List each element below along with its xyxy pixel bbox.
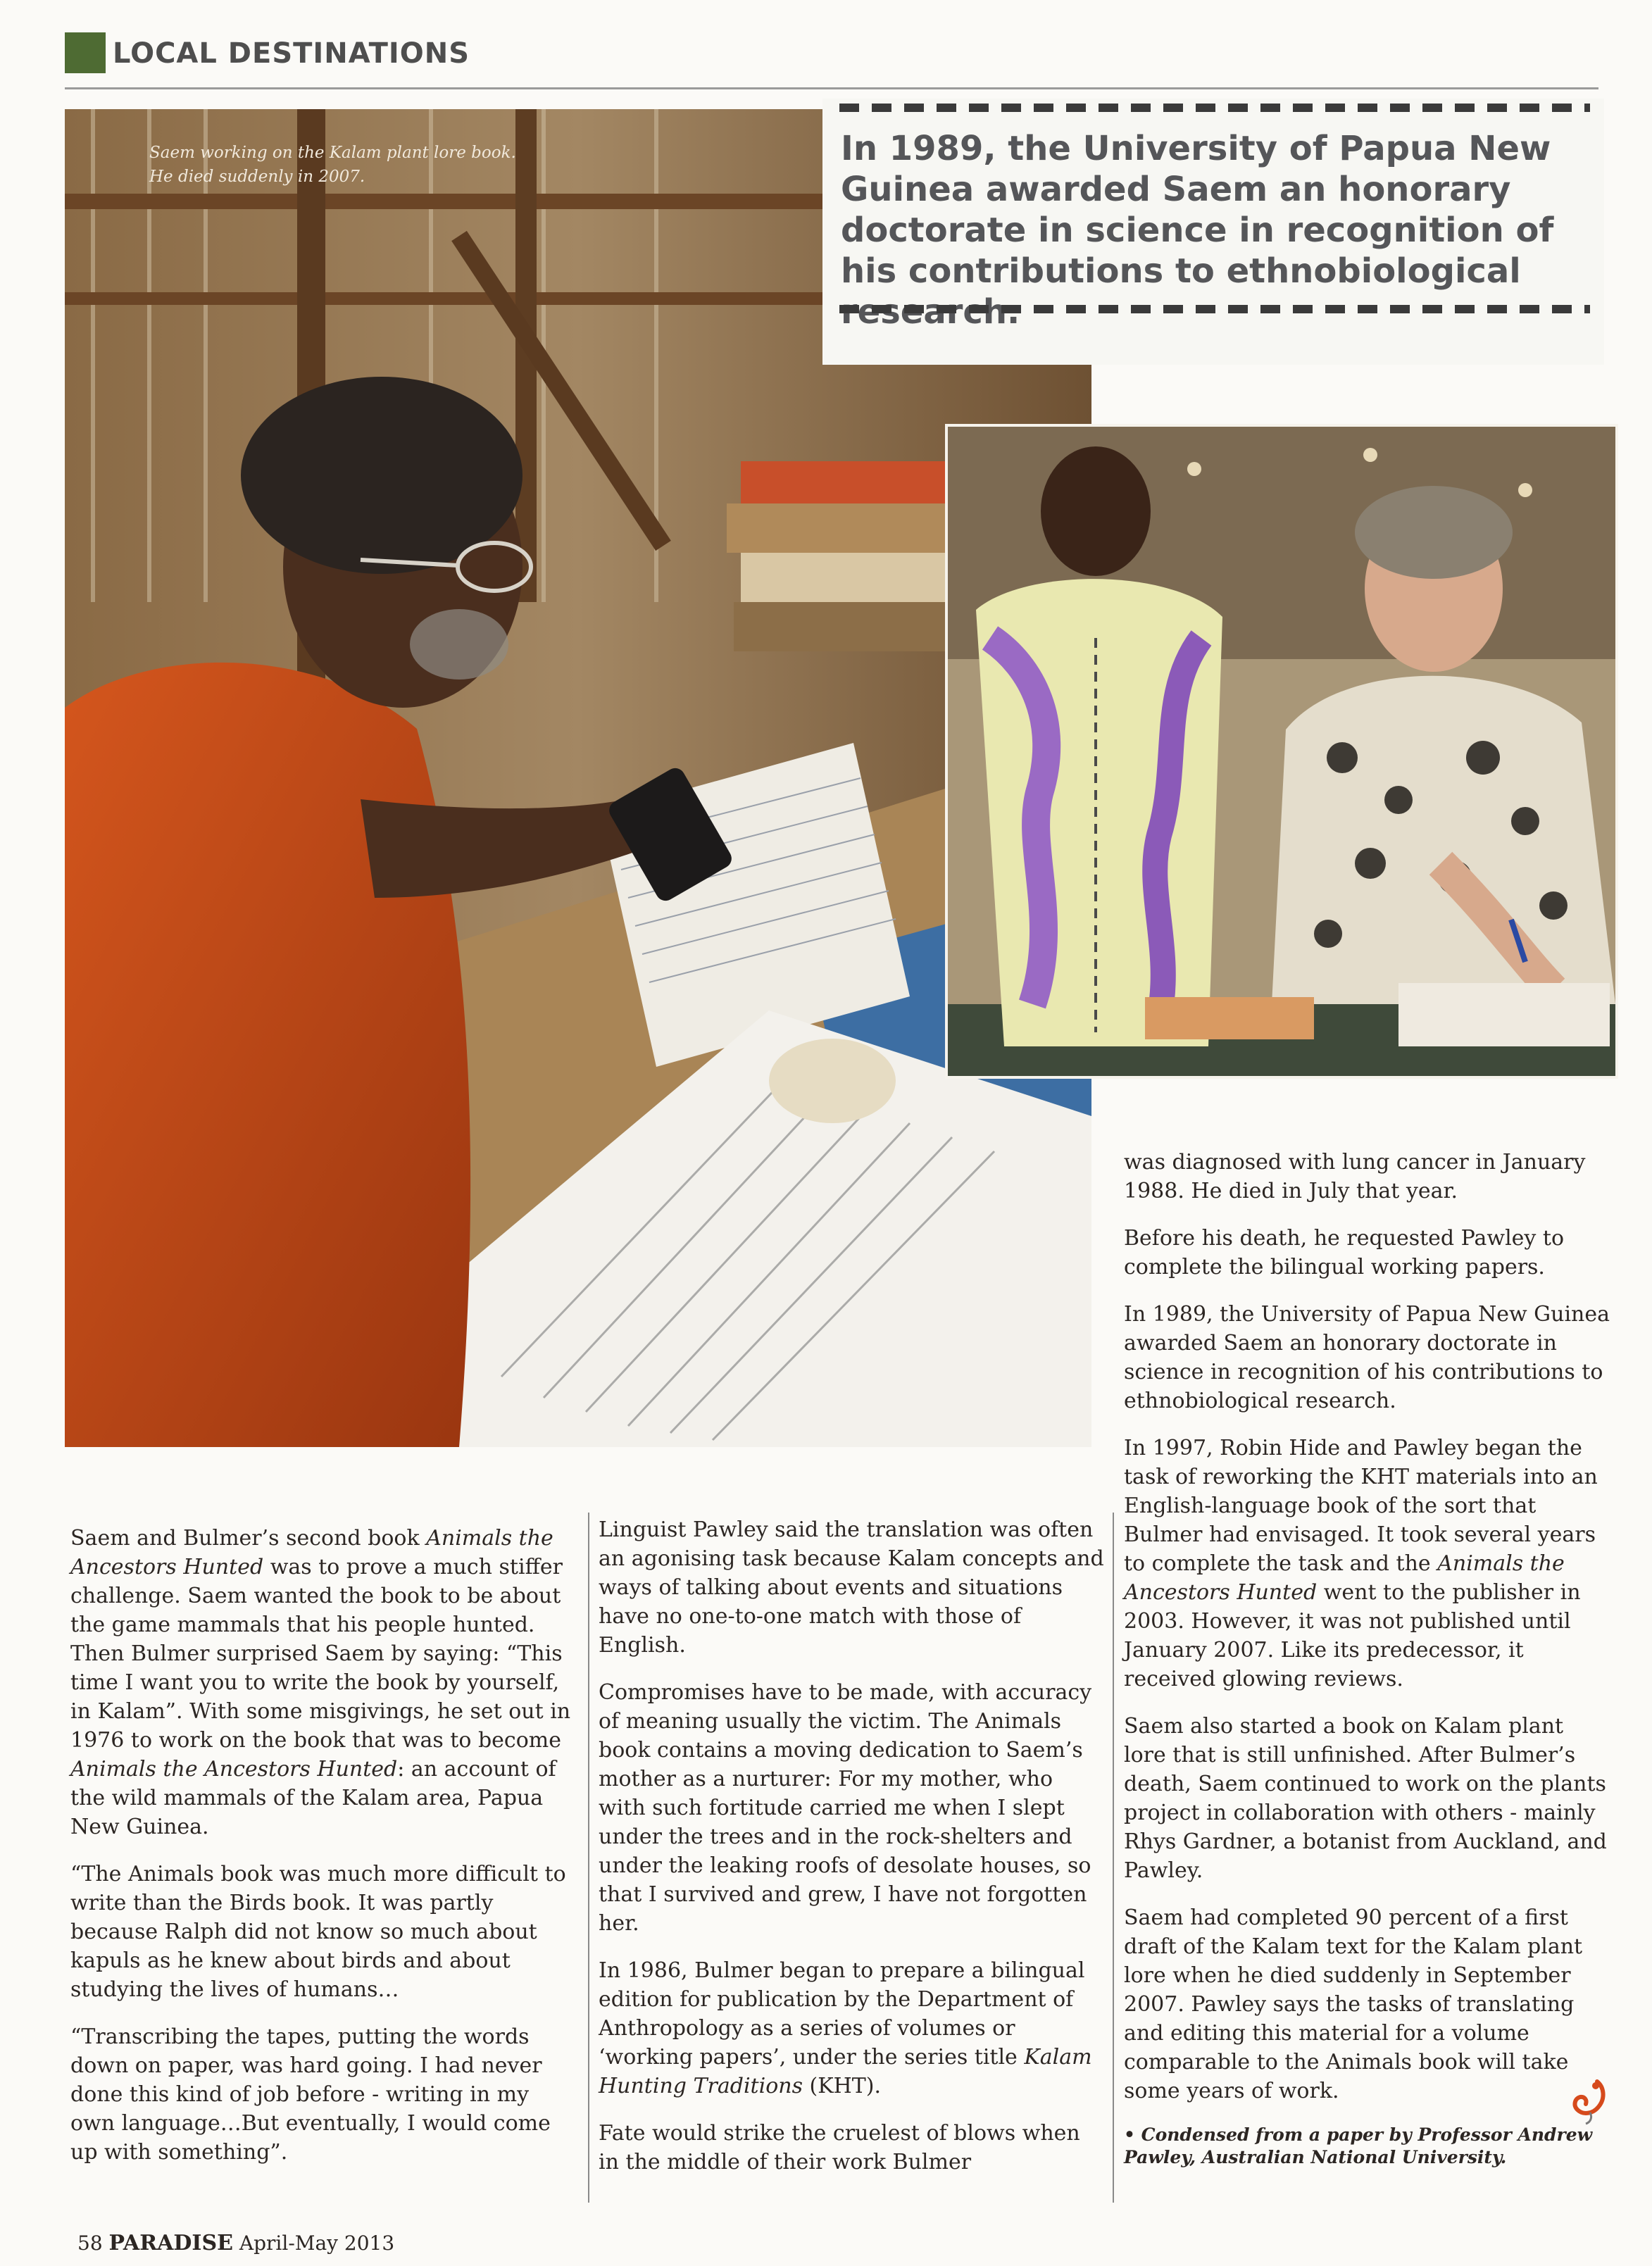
inset-photo (945, 424, 1618, 1079)
page-number: 58 (77, 2231, 103, 2255)
photo-caption: Saem working on the Kalam plant lore book. He died suddenly in 2007. (149, 144, 516, 186)
paragraph: Saem and Bulmer’s second book Animals the Ancestors Hunted was to prove a much stiffer challenge. Saem wanted the book to be about the game mammals that his people hunted. Then Bulmer surprised Saem by saying: “This time I want you to write the book by yourself, in Kalam”. With some misgivings, he set out in 1976 to work on the book that was to become Animals the Ancestors Hunted: an account of the wild mammals of the Kalam area, Papua New Guinea. (70, 1526, 571, 1839)
page-footer (77, 2231, 394, 2255)
paradise-bird-logo-icon (1569, 2077, 1608, 2127)
header-rule (65, 87, 1598, 89)
paragraph: In 1989, the University of Papua New Guinea awarded Saem an honorary doctorate in science in recognition of his contributions to ethnobiological research. (1124, 1302, 1610, 1413)
paragraph: Linguist Pawley said the translation was often an agonising task because Kalam concepts and ways of talking about events and situations have no one-to-one match with those of English. (599, 1517, 1104, 1658)
pull-quote-border-bottom (839, 304, 1590, 314)
paragraph: Before his death, he requested Pawley to complete the bilingual working papers. (1124, 1226, 1565, 1279)
column-divider (588, 1513, 589, 2203)
paragraph: was diagnosed with lung cancer in January 1988. He died in July that year. (1124, 1150, 1586, 1203)
paragraph: Saem also started a book on Kalam plant lore that is still unfinished. After Bulmer’s death, Saem continued to work on the plants project in collaboration with others - mainly Rhys Gardner, a botanist from Auckland, and Pawley. (1124, 1714, 1607, 1883)
inset-photo-illustration (948, 427, 1615, 1076)
paragraph: Saem had completed 90 percent of a first draft of the Kalam text for the Kalam plant lore when he died suddenly in September 2007. Pawley says the tasks of translating and editing this material for a volume comparable to the Animals book will take some years of work. (1124, 1905, 1583, 2103)
article-credit: • Condensed from a paper by Professor Andrew Pawley, Australian National University. (1124, 2124, 1593, 2167)
column-divider (1113, 1513, 1114, 2203)
paragraph: In 1986, Bulmer began to prepare a bilingual edition for publication by the Department of Anthropology as a series of volumes or ‘working papers’, under the series title Kalam Hunting Traditions (KHT). (599, 1958, 1092, 2098)
pull-quote-border-top (839, 103, 1590, 113)
paragraph: “The Animals book was much more difficult to write than the Birds book. It was partly because Ralph did not know so much about kapuls as he knew about birds and about studying the lives of humans… (70, 1862, 566, 2002)
article-column-2 (599, 1515, 1106, 2195)
article-column-1 (70, 1524, 577, 2185)
paragraph: Fate would strike the cruelest of blows when in the middle of their work Bulmer (599, 2121, 1080, 2174)
paragraph: Compromises have to be made, with accuracy of meaning usually the victim. The Animals book contains a moving dedication to Saem’s mother as a nurturer: For my mother, who with such fortitude carried me when I slept under the trees and in the rock-shelters and under the leaking roofs of desolate houses, so that I survived and grew, I have not forgotten her. (599, 1680, 1092, 1936)
pull-quote-text: In 1989, the University of Papua New Guinea awarded Saem an honorary doctorate in science in recognition of his contributions to ethnobiological research. (841, 129, 1554, 332)
section-title: LOCAL DESTINATIONS (113, 37, 470, 70)
magazine-name: PARADISE (108, 2231, 233, 2255)
pull-quote (822, 99, 1604, 365)
section-marker (65, 32, 106, 73)
issue-date: April-May 2013 (239, 2231, 395, 2255)
article-column-3 (1124, 1148, 1610, 2187)
paragraph: In 1997, Robin Hide and Pawley began the task of reworking the KHT materials into an English-language book of the sort that Bulmer had envisaged. It took several years to complete the task and the Animals the Ancestors Hunted went to the publisher in 2003. However, it was not published until January 2007. Like its predecessor, it received glowing reviews. (1124, 1436, 1598, 1691)
paragraph: “Transcribing the tapes, putting the words down on paper, was hard going. I had never done this kind of job before - writing in my own language…But eventually, I would come up with something”. (70, 2024, 551, 2165)
